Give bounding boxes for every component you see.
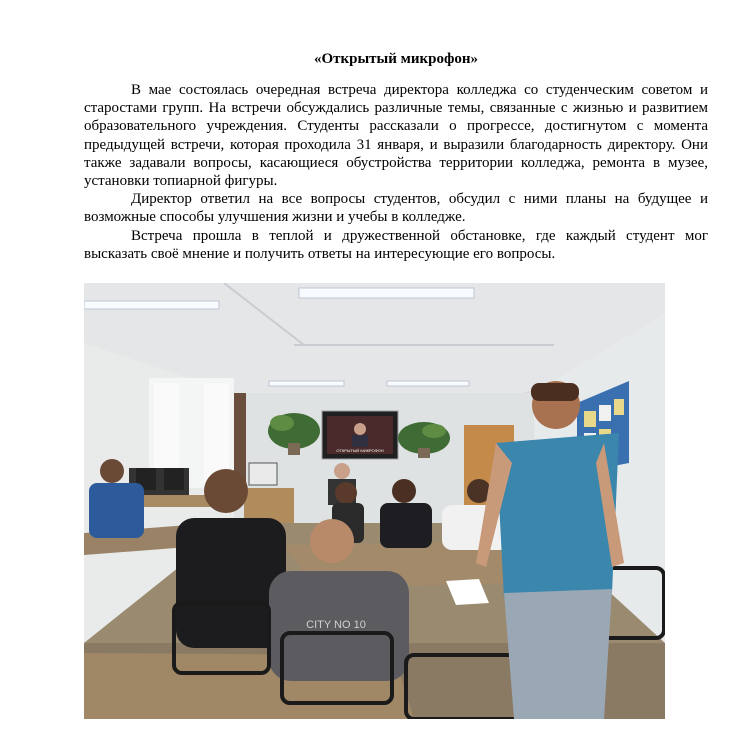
monitor: [249, 463, 277, 485]
ceiling-light: [299, 288, 474, 298]
paragraph-1: В мае состоялась очередная встреча директора колледжа со студенческим советом и старостами групп. На встречи обсуждались различные темы, связанные с жизнью и развитием образовательного учреждения. Студенты рассказали о прогрессе, достигнутом с момента предыдущей встречи, которая проходила 31 января, и выразили благодарность директору. Они также задавали вопросы, касающиеся обустройства территории колледжа, ремонта в музее, установки топиарной фигуры.: [84, 82, 708, 190]
article-title: «Открытый микрофон»: [313, 51, 479, 67]
paragraph-3: Встреча прошла в теплой и дружественной обстановке, где каждый студент мог высказать своё мнение и получить ответы на интересующие его вопросы.: [84, 227, 708, 262]
paragraph-2: Директор ответил на все вопросы студентов, обсудил с ними планы на будущее и возможные способы улучшения жизни и учебы в колледже.: [84, 191, 708, 226]
ceiling-light: [84, 301, 219, 309]
ceiling-light: [387, 381, 469, 386]
tv-caption: ОТКРЫТЫЙ МИКРОФОН: [336, 448, 384, 453]
shirt-print: CITY NO 10: [306, 619, 366, 631]
article-body: [84, 81, 708, 263]
meeting-photo: [84, 283, 665, 719]
ceiling-light: [269, 381, 344, 386]
curtain: [234, 393, 246, 483]
